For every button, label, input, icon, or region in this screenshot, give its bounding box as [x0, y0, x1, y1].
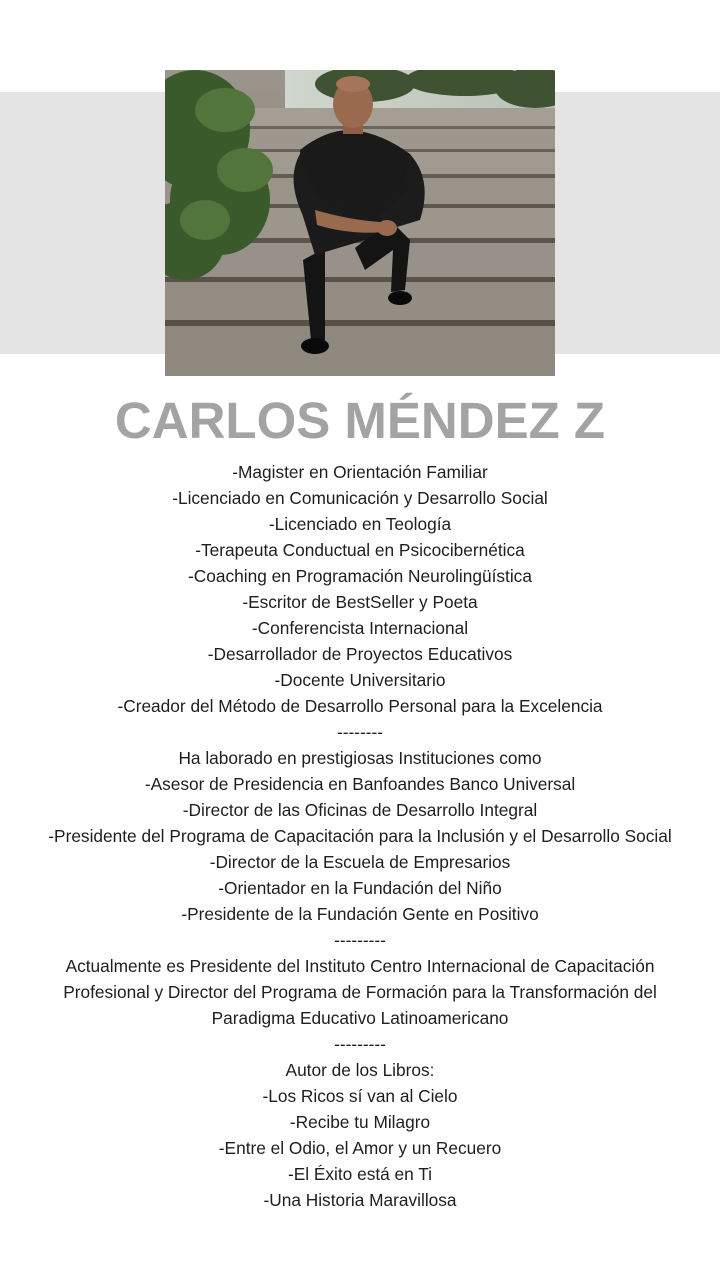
- career-item: -Orientador en la Fundación del Niño: [218, 878, 502, 898]
- credential-item: -Licenciado en Teología: [268, 514, 452, 534]
- credential-item: -Desarrollador de Proyectos Educativos: [207, 644, 513, 664]
- book-item: -El Éxito está en Ti: [287, 1164, 433, 1184]
- credential-item: -Docente Universitario: [274, 670, 446, 690]
- credential-item: -Escritor de BestSeller y Poeta: [242, 592, 478, 612]
- book-item: -Entre el Odio, el Amor y un Recuero: [218, 1138, 502, 1158]
- credential-item: -Conferencista Internacional: [251, 618, 469, 638]
- career-item: -Presidente de la Fundación Gente en Positivo: [181, 904, 539, 924]
- current-position: Actualmente es Presidente del Instituto Centro Internacional de Capacitación Profesional y Director del Programa de Formación para la Transformación del Paradigma Educativo Latinoamericano: [63, 956, 657, 1028]
- bio-text: [0, 459, 720, 1213]
- career-item: -Director de las Oficinas de Desarrollo Integral: [182, 800, 538, 820]
- career-item: -Asesor de Presidencia en Banfoandes Banco Universal: [144, 774, 576, 794]
- books-intro: Autor de los Libros:: [285, 1060, 435, 1080]
- credential-item: -Creador del Método de Desarrollo Personal para la Excelencia: [117, 696, 603, 716]
- separator: ---------: [334, 1034, 386, 1054]
- book-item: -Recibe tu Milagro: [289, 1112, 431, 1132]
- career-intro: Ha laborado en prestigiosas Instituciones como: [178, 748, 542, 768]
- profile-photo: [165, 70, 555, 376]
- credential-item: -Coaching en Programación Neurolingüística: [188, 566, 532, 586]
- credential-item: -Terapeuta Conductual en Psicocibernética: [195, 540, 525, 560]
- credential-item: -Licenciado en Comunicación y Desarrollo Social: [172, 488, 548, 508]
- credential-item: -Magister en Orientación Familiar: [232, 462, 488, 482]
- separator: --------: [336, 722, 384, 742]
- career-item: -Presidente del Programa de Capacitación para la Inclusión y el Desarrollo Social: [48, 826, 672, 846]
- career-item: -Director de la Escuela de Empresarios: [209, 852, 511, 872]
- person-name: CARLOS MÉNDEZ Z: [114, 392, 606, 449]
- book-item: -Los Ricos sí van al Cielo: [262, 1086, 458, 1106]
- separator: ---------: [334, 930, 386, 950]
- book-item: -Una Historia Maravillosa: [263, 1190, 457, 1210]
